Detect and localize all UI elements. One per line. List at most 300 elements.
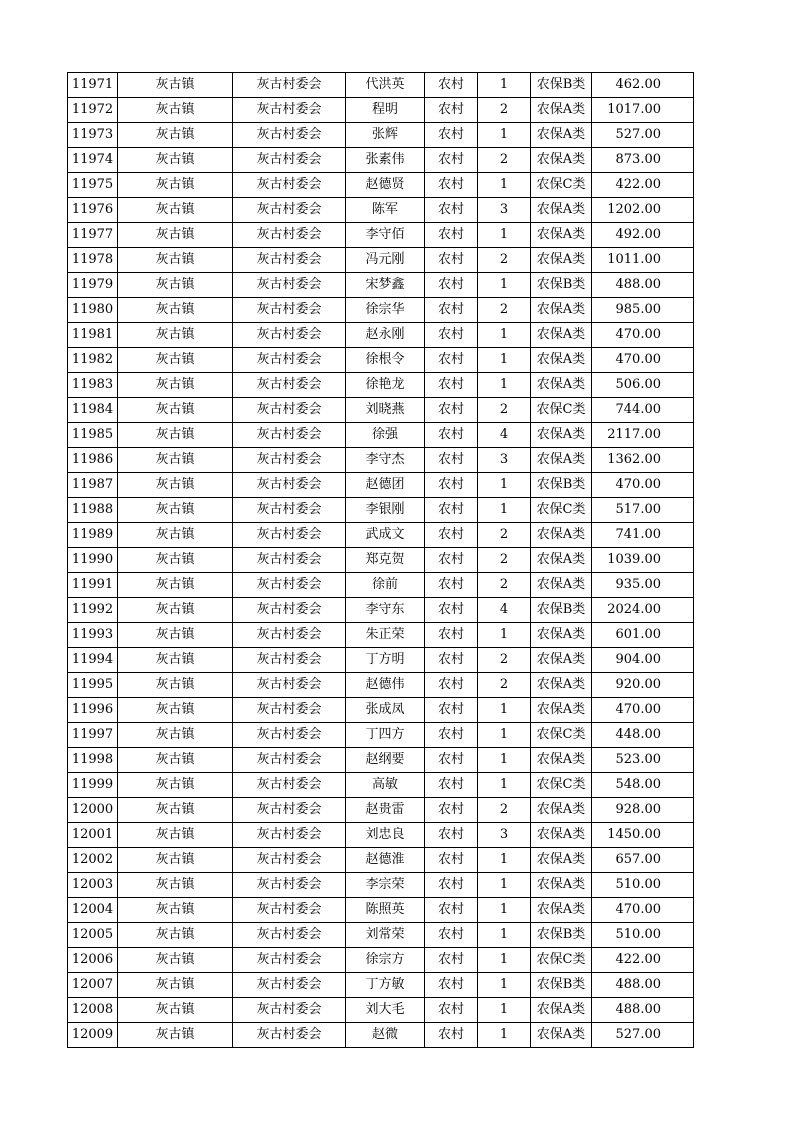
cell-village: 灰古村委会	[233, 148, 346, 173]
cell-amount: 470.00	[592, 323, 694, 348]
cell-insurance-category: 农保B类	[531, 273, 592, 298]
table-row	[68, 923, 694, 948]
cell-village: 灰古村委会	[233, 848, 346, 873]
cell-name: 陈照英	[346, 898, 425, 923]
cell-village: 灰古村委会	[233, 898, 346, 923]
cell-people-count: 3	[478, 198, 531, 223]
cell-town: 灰古镇	[118, 748, 233, 773]
cell-amount: 488.00	[592, 973, 694, 998]
cell-area-type: 农村	[425, 873, 478, 898]
cell-seq: 12001	[68, 823, 118, 848]
cell-amount: 657.00	[592, 848, 694, 873]
cell-insurance-category: 农保A类	[531, 198, 592, 223]
cell-people-count: 1	[478, 223, 531, 248]
cell-name: 李银刚	[346, 498, 425, 523]
cell-area-type: 农村	[425, 123, 478, 148]
cell-village: 灰古村委会	[233, 998, 346, 1023]
cell-town: 灰古镇	[118, 373, 233, 398]
cell-seq: 11976	[68, 198, 118, 223]
cell-insurance-category: 农保A类	[531, 648, 592, 673]
cell-village: 灰古村委会	[233, 248, 346, 273]
cell-seq: 12005	[68, 923, 118, 948]
cell-area-type: 农村	[425, 448, 478, 473]
cell-people-count: 1	[478, 173, 531, 198]
cell-people-count: 1	[478, 948, 531, 973]
cell-seq: 11984	[68, 398, 118, 423]
cell-area-type: 农村	[425, 73, 478, 98]
cell-town: 灰古镇	[118, 873, 233, 898]
cell-village: 灰古村委会	[233, 623, 346, 648]
cell-area-type: 农村	[425, 498, 478, 523]
table-row	[68, 748, 694, 773]
cell-seq: 11988	[68, 498, 118, 523]
cell-area-type: 农村	[425, 148, 478, 173]
cell-town: 灰古镇	[118, 923, 233, 948]
cell-village: 灰古村委会	[233, 323, 346, 348]
cell-seq: 11980	[68, 298, 118, 323]
cell-town: 灰古镇	[118, 298, 233, 323]
cell-village: 灰古村委会	[233, 798, 346, 823]
table-row	[68, 373, 694, 398]
cell-seq: 12000	[68, 798, 118, 823]
cell-insurance-category: 农保C类	[531, 498, 592, 523]
cell-area-type: 农村	[425, 723, 478, 748]
table-row	[68, 423, 694, 448]
cell-amount: 527.00	[592, 123, 694, 148]
cell-name: 丁方敏	[346, 973, 425, 998]
cell-people-count: 1	[478, 323, 531, 348]
cell-village: 灰古村委会	[233, 498, 346, 523]
cell-village: 灰古村委会	[233, 923, 346, 948]
cell-village: 灰古村委会	[233, 673, 346, 698]
cell-insurance-category: 农保A类	[531, 673, 592, 698]
cell-people-count: 1	[478, 873, 531, 898]
cell-area-type: 农村	[425, 348, 478, 373]
cell-seq: 11982	[68, 348, 118, 373]
cell-area-type: 农村	[425, 948, 478, 973]
table-row	[68, 873, 694, 898]
table-row	[68, 98, 694, 123]
cell-amount: 517.00	[592, 498, 694, 523]
cell-name: 丁四方	[346, 723, 425, 748]
cell-town: 灰古镇	[118, 998, 233, 1023]
cell-insurance-category: 农保B类	[531, 73, 592, 98]
cell-area-type: 农村	[425, 198, 478, 223]
table-row	[68, 648, 694, 673]
cell-people-count: 1	[478, 348, 531, 373]
cell-seq: 11990	[68, 548, 118, 573]
cell-insurance-category: 农保B类	[531, 473, 592, 498]
cell-amount: 548.00	[592, 773, 694, 798]
cell-name: 陈军	[346, 198, 425, 223]
cell-insurance-category: 农保A类	[531, 323, 592, 348]
cell-amount: 920.00	[592, 673, 694, 698]
cell-insurance-category: 农保A类	[531, 998, 592, 1023]
cell-area-type: 农村	[425, 323, 478, 348]
cell-village: 灰古村委会	[233, 648, 346, 673]
cell-area-type: 农村	[425, 1023, 478, 1048]
cell-amount: 744.00	[592, 398, 694, 423]
cell-seq: 11979	[68, 273, 118, 298]
cell-village: 灰古村委会	[233, 273, 346, 298]
table-body	[68, 73, 694, 1048]
cell-town: 灰古镇	[118, 798, 233, 823]
cell-people-count: 2	[478, 548, 531, 573]
cell-amount: 470.00	[592, 348, 694, 373]
cell-insurance-category: 农保A类	[531, 848, 592, 873]
cell-seq: 11999	[68, 773, 118, 798]
cell-people-count: 1	[478, 973, 531, 998]
cell-area-type: 农村	[425, 748, 478, 773]
cell-town: 灰古镇	[118, 123, 233, 148]
cell-seq: 12009	[68, 1023, 118, 1048]
cell-amount: 448.00	[592, 723, 694, 748]
cell-amount: 1017.00	[592, 98, 694, 123]
cell-town: 灰古镇	[118, 223, 233, 248]
cell-name: 赵微	[346, 1023, 425, 1048]
cell-seq: 11994	[68, 648, 118, 673]
cell-seq: 11973	[68, 123, 118, 148]
cell-town: 灰古镇	[118, 398, 233, 423]
cell-seq: 11993	[68, 623, 118, 648]
cell-amount: 422.00	[592, 948, 694, 973]
cell-people-count: 2	[478, 398, 531, 423]
cell-village: 灰古村委会	[233, 423, 346, 448]
table-row	[68, 248, 694, 273]
cell-name: 李守东	[346, 598, 425, 623]
cell-area-type: 农村	[425, 248, 478, 273]
cell-name: 张素伟	[346, 148, 425, 173]
cell-town: 灰古镇	[118, 1023, 233, 1048]
cell-town: 灰古镇	[118, 673, 233, 698]
cell-seq: 11992	[68, 598, 118, 623]
cell-insurance-category: 农保A类	[531, 873, 592, 898]
cell-name: 朱正荣	[346, 623, 425, 648]
cell-insurance-category: 农保A类	[531, 423, 592, 448]
cell-people-count: 2	[478, 98, 531, 123]
cell-name: 李守杰	[346, 448, 425, 473]
cell-area-type: 农村	[425, 398, 478, 423]
cell-people-count: 1	[478, 623, 531, 648]
cell-name: 代洪英	[346, 73, 425, 98]
cell-village: 灰古村委会	[233, 448, 346, 473]
cell-area-type: 农村	[425, 923, 478, 948]
table-row	[68, 798, 694, 823]
cell-village: 灰古村委会	[233, 748, 346, 773]
table-row	[68, 623, 694, 648]
cell-seq: 11985	[68, 423, 118, 448]
cell-insurance-category: 农保B类	[531, 598, 592, 623]
cell-village: 灰古村委会	[233, 373, 346, 398]
cell-name: 刘大毛	[346, 998, 425, 1023]
cell-area-type: 农村	[425, 673, 478, 698]
cell-name: 徐强	[346, 423, 425, 448]
cell-insurance-category: 农保A类	[531, 448, 592, 473]
cell-insurance-category: 农保A类	[531, 373, 592, 398]
table-row	[68, 548, 694, 573]
cell-town: 灰古镇	[118, 598, 233, 623]
cell-village: 灰古村委会	[233, 398, 346, 423]
cell-name: 李宗荣	[346, 873, 425, 898]
cell-area-type: 农村	[425, 523, 478, 548]
cell-town: 灰古镇	[118, 173, 233, 198]
cell-name: 张成凤	[346, 698, 425, 723]
cell-people-count: 1	[478, 898, 531, 923]
cell-town: 灰古镇	[118, 523, 233, 548]
cell-seq: 11977	[68, 223, 118, 248]
cell-amount: 462.00	[592, 73, 694, 98]
cell-people-count: 2	[478, 673, 531, 698]
cell-area-type: 农村	[425, 473, 478, 498]
cell-people-count: 1	[478, 748, 531, 773]
cell-village: 灰古村委会	[233, 698, 346, 723]
cell-seq: 12007	[68, 973, 118, 998]
cell-seq: 12008	[68, 998, 118, 1023]
cell-amount: 904.00	[592, 648, 694, 673]
cell-village: 灰古村委会	[233, 948, 346, 973]
table-row	[68, 473, 694, 498]
cell-seq: 12003	[68, 873, 118, 898]
table-row	[68, 523, 694, 548]
cell-area-type: 农村	[425, 273, 478, 298]
cell-area-type: 农村	[425, 973, 478, 998]
cell-amount: 1039.00	[592, 548, 694, 573]
table-row	[68, 1023, 694, 1048]
cell-village: 灰古村委会	[233, 98, 346, 123]
cell-name: 赵德贤	[346, 173, 425, 198]
cell-insurance-category: 农保A类	[531, 623, 592, 648]
cell-amount: 928.00	[592, 798, 694, 823]
cell-seq: 11975	[68, 173, 118, 198]
cell-village: 灰古村委会	[233, 823, 346, 848]
cell-name: 张辉	[346, 123, 425, 148]
cell-name: 冯元刚	[346, 248, 425, 273]
table-row	[68, 273, 694, 298]
table-row	[68, 823, 694, 848]
cell-people-count: 4	[478, 598, 531, 623]
cell-people-count: 1	[478, 123, 531, 148]
cell-amount: 506.00	[592, 373, 694, 398]
cell-name: 赵纲要	[346, 748, 425, 773]
cell-area-type: 农村	[425, 648, 478, 673]
table-row	[68, 698, 694, 723]
cell-seq: 11986	[68, 448, 118, 473]
cell-town: 灰古镇	[118, 773, 233, 798]
cell-village: 灰古村委会	[233, 123, 346, 148]
cell-insurance-category: 农保A类	[531, 223, 592, 248]
cell-people-count: 2	[478, 648, 531, 673]
cell-area-type: 农村	[425, 998, 478, 1023]
cell-town: 灰古镇	[118, 498, 233, 523]
table-row	[68, 398, 694, 423]
cell-name: 刘常荣	[346, 923, 425, 948]
cell-seq: 12004	[68, 898, 118, 923]
cell-town: 灰古镇	[118, 448, 233, 473]
cell-seq: 11996	[68, 698, 118, 723]
cell-area-type: 农村	[425, 548, 478, 573]
cell-town: 灰古镇	[118, 823, 233, 848]
cell-people-count: 3	[478, 823, 531, 848]
cell-name: 李守佰	[346, 223, 425, 248]
cell-people-count: 2	[478, 573, 531, 598]
cell-people-count: 2	[478, 248, 531, 273]
table-row	[68, 173, 694, 198]
cell-insurance-category: 农保A类	[531, 898, 592, 923]
cell-amount: 488.00	[592, 273, 694, 298]
cell-name: 赵贵雷	[346, 798, 425, 823]
cell-village: 灰古村委会	[233, 1023, 346, 1048]
cell-town: 灰古镇	[118, 423, 233, 448]
cell-amount: 510.00	[592, 873, 694, 898]
cell-area-type: 农村	[425, 423, 478, 448]
cell-amount: 2117.00	[592, 423, 694, 448]
cell-amount: 985.00	[592, 298, 694, 323]
table-row	[68, 198, 694, 223]
cell-area-type: 农村	[425, 798, 478, 823]
cell-area-type: 农村	[425, 98, 478, 123]
cell-town: 灰古镇	[118, 723, 233, 748]
table-row	[68, 898, 694, 923]
cell-area-type: 农村	[425, 373, 478, 398]
cell-village: 灰古村委会	[233, 873, 346, 898]
cell-insurance-category: 农保C类	[531, 948, 592, 973]
cell-town: 灰古镇	[118, 648, 233, 673]
cell-amount: 470.00	[592, 898, 694, 923]
cell-amount: 1362.00	[592, 448, 694, 473]
cell-insurance-category: 农保A类	[531, 573, 592, 598]
table-row	[68, 673, 694, 698]
cell-seq: 11971	[68, 73, 118, 98]
cell-insurance-category: 农保A类	[531, 348, 592, 373]
cell-insurance-category: 农保C类	[531, 723, 592, 748]
cell-area-type: 农村	[425, 173, 478, 198]
cell-insurance-category: 农保A类	[531, 98, 592, 123]
cell-amount: 1011.00	[592, 248, 694, 273]
cell-town: 灰古镇	[118, 573, 233, 598]
cell-people-count: 2	[478, 523, 531, 548]
table-row	[68, 323, 694, 348]
cell-area-type: 农村	[425, 848, 478, 873]
cell-insurance-category: 农保C类	[531, 398, 592, 423]
cell-people-count: 2	[478, 148, 531, 173]
cell-insurance-category: 农保A类	[531, 698, 592, 723]
cell-area-type: 农村	[425, 623, 478, 648]
cell-name: 徐根令	[346, 348, 425, 373]
table-row	[68, 723, 694, 748]
cell-village: 灰古村委会	[233, 523, 346, 548]
cell-people-count: 4	[478, 423, 531, 448]
cell-town: 灰古镇	[118, 898, 233, 923]
cell-seq: 11997	[68, 723, 118, 748]
table-row	[68, 998, 694, 1023]
cell-name: 赵德团	[346, 473, 425, 498]
cell-town: 灰古镇	[118, 323, 233, 348]
cell-insurance-category: 农保A类	[531, 748, 592, 773]
table-row	[68, 73, 694, 98]
cell-amount: 470.00	[592, 698, 694, 723]
table-row	[68, 448, 694, 473]
cell-town: 灰古镇	[118, 148, 233, 173]
cell-insurance-category: 农保A类	[531, 148, 592, 173]
cell-name: 刘晓燕	[346, 398, 425, 423]
cell-amount: 1202.00	[592, 198, 694, 223]
table-row	[68, 123, 694, 148]
cell-amount: 422.00	[592, 173, 694, 198]
cell-amount: 601.00	[592, 623, 694, 648]
cell-area-type: 农村	[425, 598, 478, 623]
cell-insurance-category: 农保C类	[531, 773, 592, 798]
cell-people-count: 2	[478, 798, 531, 823]
table-row	[68, 948, 694, 973]
cell-insurance-category: 农保B类	[531, 973, 592, 998]
cell-town: 灰古镇	[118, 73, 233, 98]
cell-people-count: 1	[478, 373, 531, 398]
cell-town: 灰古镇	[118, 473, 233, 498]
cell-name: 徐宗方	[346, 948, 425, 973]
cell-insurance-category: 农保A类	[531, 798, 592, 823]
cell-people-count: 1	[478, 473, 531, 498]
cell-seq: 12002	[68, 848, 118, 873]
cell-name: 赵德伟	[346, 673, 425, 698]
table-row	[68, 348, 694, 373]
cell-people-count: 2	[478, 298, 531, 323]
beneficiary-table	[67, 72, 694, 1048]
table-row	[68, 573, 694, 598]
table-row	[68, 973, 694, 998]
cell-seq: 11991	[68, 573, 118, 598]
cell-seq: 11983	[68, 373, 118, 398]
cell-name: 刘忠良	[346, 823, 425, 848]
cell-seq: 11978	[68, 248, 118, 273]
table-row	[68, 598, 694, 623]
cell-people-count: 1	[478, 773, 531, 798]
cell-town: 灰古镇	[118, 973, 233, 998]
cell-name: 徐宗华	[346, 298, 425, 323]
cell-people-count: 1	[478, 1023, 531, 1048]
cell-insurance-category: 农保B类	[531, 923, 592, 948]
cell-seq: 11995	[68, 673, 118, 698]
cell-name: 徐前	[346, 573, 425, 598]
cell-seq: 11987	[68, 473, 118, 498]
table-row	[68, 773, 694, 798]
cell-insurance-category: 农保A类	[531, 823, 592, 848]
cell-town: 灰古镇	[118, 548, 233, 573]
cell-insurance-category: 农保A类	[531, 1023, 592, 1048]
cell-area-type: 农村	[425, 898, 478, 923]
cell-village: 灰古村委会	[233, 573, 346, 598]
table-row	[68, 848, 694, 873]
cell-seq: 11989	[68, 523, 118, 548]
cell-amount: 492.00	[592, 223, 694, 248]
cell-insurance-category: 农保A类	[531, 548, 592, 573]
cell-seq: 11972	[68, 98, 118, 123]
cell-people-count: 1	[478, 498, 531, 523]
cell-area-type: 农村	[425, 773, 478, 798]
cell-people-count: 1	[478, 698, 531, 723]
cell-amount: 527.00	[592, 1023, 694, 1048]
cell-town: 灰古镇	[118, 623, 233, 648]
cell-amount: 2024.00	[592, 598, 694, 623]
cell-area-type: 农村	[425, 573, 478, 598]
cell-people-count: 3	[478, 448, 531, 473]
cell-amount: 1450.00	[592, 823, 694, 848]
cell-town: 灰古镇	[118, 198, 233, 223]
cell-village: 灰古村委会	[233, 598, 346, 623]
cell-amount: 935.00	[592, 573, 694, 598]
cell-village: 灰古村委会	[233, 198, 346, 223]
cell-insurance-category: 农保C类	[531, 173, 592, 198]
cell-town: 灰古镇	[118, 848, 233, 873]
